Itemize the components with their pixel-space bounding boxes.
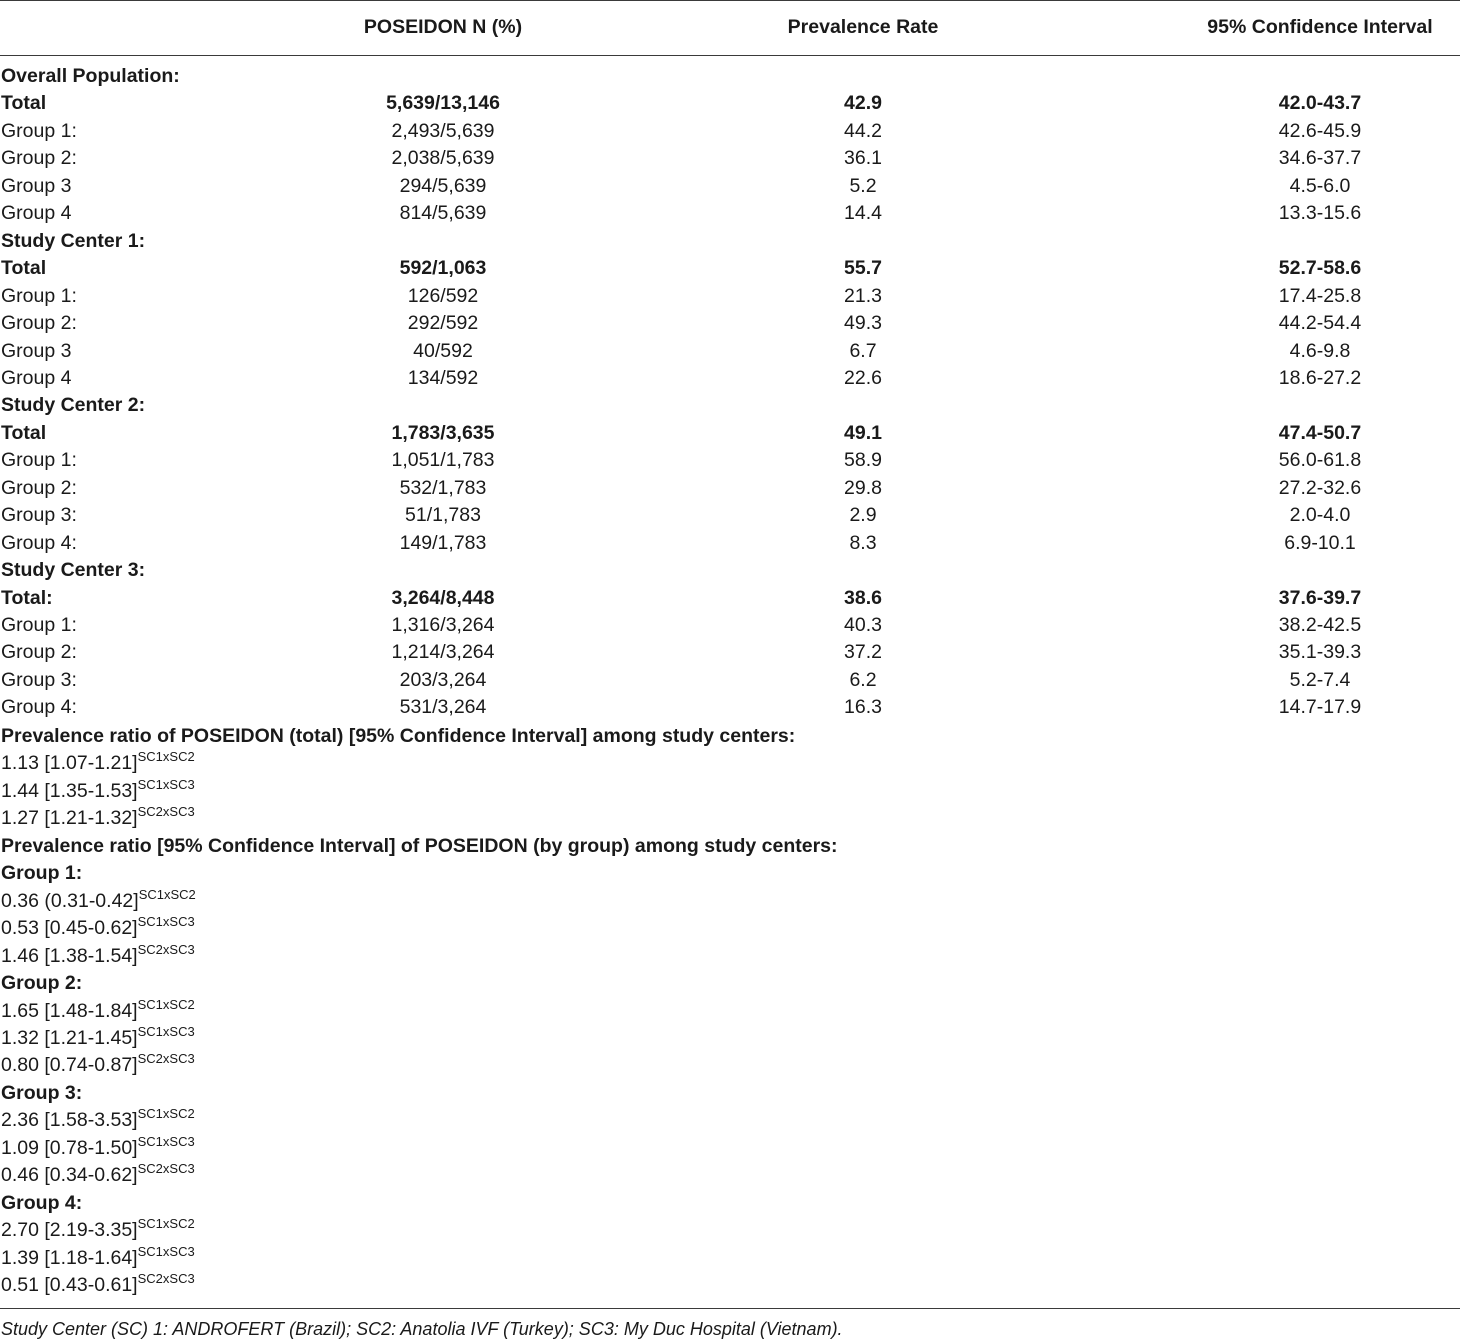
row-label: Group 2: [1,476,77,499]
row-label: Study Center 2: [1,394,146,417]
prevalence-rate-cell: 6.2 [849,668,877,691]
poseidon-n-cell: 814/5,639 [399,202,487,225]
ratio-value: 1.13 [1.07-1.21] [1,752,138,775]
prevalence-rate-cell: 42.9 [844,92,882,115]
row-label: Total [1,92,47,115]
row-label: Group 3: [1,668,77,691]
confidence-interval-cell: 42.0-43.7 [1278,92,1362,115]
ratio-line [1,1135,195,1162]
table-row [0,365,1460,392]
section-heading-row [0,63,1460,90]
poseidon-n-cell: 531/3,264 [399,696,487,719]
poseidon-n-cell: 1,316/3,264 [391,614,495,636]
confidence-interval-cell: 13.3-15.6 [1278,202,1362,225]
table-row [0,694,1460,721]
row-label: Group 2: [1,641,77,664]
ratio-line [1,915,195,942]
header-poseidon-n: POSEIDON N (%) [363,16,523,38]
row-label: Group 3 [1,339,72,362]
comparison-superscript: SC1xSC3 [137,914,195,930]
ratio-value: 2.70 [2.19-3.35] [1,1219,138,1242]
ratio-heading [1,860,82,887]
confidence-interval-cell: 38.2-42.5 [1278,614,1362,636]
poseidon-n-cell: 592/1,063 [399,257,487,280]
row-label: Group 2: [1,147,77,170]
confidence-interval-cell: 17.4-25.8 [1278,284,1362,307]
poseidon-n-cell: 126/592 [407,284,479,307]
poseidon-n-cell: 51/1,783 [405,504,481,527]
confidence-interval-cell: 44.2-54.4 [1278,312,1362,335]
poseidon-n-cell: 1,783/3,635 [391,421,495,444]
confidence-interval-cell: 6.9-10.1 [1284,531,1356,554]
row-label: Study Center 1: [1,229,146,252]
comparison-superscript: SC1xSC3 [137,1023,195,1039]
poseidon-n-cell: 294/5,639 [399,174,487,197]
confidence-interval-cell: 37.6-39.7 [1278,586,1362,609]
confidence-interval-cell: 52.7-58.6 [1278,257,1362,280]
comparison-superscript: SC2xSC3 [137,1051,195,1067]
ratio-value: 1.09 [0.78-1.50] [1,1136,138,1159]
ratio-value: 0.53 [0.45-0.62] [1,917,138,940]
total-row [0,420,1460,447]
prevalence-rate-cell: 38.6 [844,586,882,609]
ratio-heading [1,723,795,750]
header-prevalence-rate: Prevalence Rate [787,16,939,38]
comparison-superscript: SC2xSC3 [137,804,195,820]
total-row [0,255,1460,282]
poseidon-n-cell: 149/1,783 [399,531,487,554]
poseidon-n-cell: 5,639/13,146 [386,92,500,115]
ratio-line [1,1052,195,1079]
ratio-value: 0.46 [0.34-0.62] [1,1164,138,1187]
poseidon-n-cell: 2,493/5,639 [391,119,495,142]
prevalence-rate-cell: 2.9 [849,504,877,527]
ratio-value: 1.46 [1.38-1.54] [1,944,138,967]
ratio-heading [1,1080,82,1107]
comparison-superscript: SC1xSC3 [137,776,195,792]
row-label: Group 3 [1,174,72,197]
table-row [0,612,1460,639]
poseidon-n-cell: 1,051/1,783 [391,449,495,472]
prevalence-rate-cell: 55.7 [844,257,882,280]
confidence-interval-cell: 5.2-7.4 [1289,668,1351,691]
ratio-line [1,943,195,970]
prevalence-rate-cell: 29.8 [844,476,882,499]
poseidon-n-cell: 1,214/3,264 [391,641,495,664]
ratio-value: 1.32 [1.21-1.45] [1,1026,138,1049]
ratio-value: 0.80 [0.74-0.87] [1,1054,138,1077]
table-row [0,338,1460,365]
ratio-heading-text: Group 1: [1,862,83,885]
ratio-value: 1.27 [1.21-1.32] [1,807,138,830]
ratio-heading [1,970,82,997]
prevalence-rate-cell: 49.1 [844,421,882,444]
prevalence-rate-cell: 6.7 [849,339,877,362]
table-row [0,530,1460,557]
ratio-line [1,805,195,832]
poseidon-n-cell: 2,038/5,639 [391,147,495,170]
total-row [0,90,1460,117]
ratio-line [1,1162,195,1189]
table-row [0,310,1460,337]
confidence-interval-cell: 56.0-61.8 [1278,449,1362,472]
ratio-line [1,1272,195,1299]
row-label: Group 1: [1,284,77,307]
poseidon-n-cell: 40/592 [413,339,473,362]
comparison-superscript: SC1xSC2 [137,1106,195,1122]
table-row [0,118,1460,145]
table-row [0,502,1460,529]
table-row [0,173,1460,200]
row-label: Total [1,257,47,280]
row-label: Total [1,421,47,444]
ratio-line [1,1107,195,1134]
table-row [0,145,1460,172]
prevalence-rate-cell: 5.2 [849,174,877,197]
row-label: Group 4 [1,366,72,389]
ratio-line [1,888,196,915]
ratio-line [1,998,195,1025]
poseidon-n-cell: 3,264/8,448 [391,586,495,609]
ratio-heading-text: Group 3: [1,1081,83,1104]
confidence-interval-cell: 2.0-4.0 [1289,504,1351,527]
table-row [0,283,1460,310]
table-row [0,447,1460,474]
comparison-superscript: SC1xSC2 [138,886,196,902]
ratio-line [1,778,195,805]
section-heading-row [0,557,1460,584]
confidence-interval-cell: 14.7-17.9 [1278,696,1362,719]
section-heading-row [0,392,1460,419]
row-label: Study Center 3: [1,559,146,582]
row-label: Group 4 [1,202,72,225]
comparison-superscript: SC1xSC3 [137,1133,195,1149]
row-label: Total: [1,586,53,609]
ratio-heading [1,833,838,860]
confidence-interval-cell: 42.6-45.9 [1278,119,1362,142]
confidence-interval-cell: 34.6-37.7 [1278,147,1362,170]
ratio-value: 1.39 [1.18-1.64] [1,1246,138,1269]
prevalence-rate-cell: 16.3 [844,696,882,719]
row-label: Group 1: [1,449,77,472]
row-label: Group 2: [1,312,77,335]
ratio-heading-text: Prevalence ratio of POSEIDON (total) [95% Confidence Interval] among study centers: [1,725,796,747]
table-row [0,639,1460,666]
prevalence-rate-cell: 58.9 [844,449,882,472]
confidence-interval-cell: 27.2-32.6 [1278,476,1362,499]
comparison-superscript: SC1xSC2 [137,996,195,1012]
ratio-heading-text: Group 2: [1,972,83,995]
row-label: Group 1: [1,119,77,142]
comparison-superscript: SC2xSC3 [137,941,195,957]
table-row [0,200,1460,227]
confidence-interval-cell: 18.6-27.2 [1278,366,1362,389]
prevalence-rate-cell: 14.4 [844,202,882,225]
ratio-value: 0.36 (0.31-0.42] [1,889,139,912]
prevalence-rate-cell: 37.2 [844,641,882,664]
total-row [0,585,1460,612]
prevalence-rate-cell: 36.1 [844,147,882,170]
confidence-interval-cell: 4.6-9.8 [1289,339,1351,362]
row-label: Group 4: [1,696,77,719]
bottom-rule [0,1308,1460,1309]
poseidon-n-cell: 532/1,783 [399,476,487,499]
prevalence-rate-cell: 49.3 [844,312,882,335]
poseidon-n-cell: 203/3,264 [399,668,487,691]
section-heading-row [0,228,1460,255]
ratio-line [1,1245,195,1272]
header-rule [0,55,1460,56]
table-row [0,475,1460,502]
ratio-heading-text: Prevalence ratio [95% Confidence Interval] of POSEIDON (by group) among study centers: [1,834,838,857]
ratio-value: 1.44 [1.35-1.53] [1,779,138,802]
ratio-line [1,750,195,777]
ratio-value: 1.65 [1.48-1.84] [1,999,138,1022]
ratio-line [1,1217,195,1244]
poseidon-n-cell: 134/592 [407,366,479,389]
prevalence-rate-cell: 44.2 [844,119,882,142]
comparison-superscript: SC1xSC3 [137,1243,195,1259]
comparison-superscript: SC1xSC2 [137,749,195,765]
prevalence-rate-cell: 8.3 [849,531,877,554]
ratio-value: 2.36 [1.58-3.53] [1,1109,138,1132]
comparison-superscript: SC1xSC2 [137,1216,195,1232]
row-label: Overall Population: [1,65,180,87]
ratio-line [1,1025,195,1052]
ratio-heading-text: Group 4: [1,1191,83,1214]
table-footnote: Study Center (SC) 1: ANDROFERT (Brazil); SC2: Anatolia IVF (Turkey); SC3: My Duc Hospital (Vietnam). [1,1319,843,1339]
prevalence-rate-cell: 22.6 [844,366,882,389]
row-label: Group 1: [1,614,77,636]
poseidon-n-cell: 292/592 [407,312,479,335]
ratio-heading [1,1190,82,1217]
confidence-interval-cell: 47.4-50.7 [1278,421,1362,444]
comparison-superscript: SC2xSC3 [137,1161,195,1177]
table-row [0,667,1460,694]
header-confidence-interval: 95% Confidence Interval [1207,16,1433,38]
confidence-interval-cell: 35.1-39.3 [1278,641,1362,664]
confidence-interval-cell: 4.5-6.0 [1289,174,1351,197]
row-label: Group 4: [1,531,77,554]
row-label: Group 3: [1,504,77,527]
prevalence-rate-cell: 21.3 [844,284,882,307]
comparison-superscript: SC2xSC3 [137,1271,195,1286]
ratio-value: 0.51 [0.43-0.61] [1,1274,138,1296]
prevalence-rate-cell: 40.3 [844,614,882,636]
